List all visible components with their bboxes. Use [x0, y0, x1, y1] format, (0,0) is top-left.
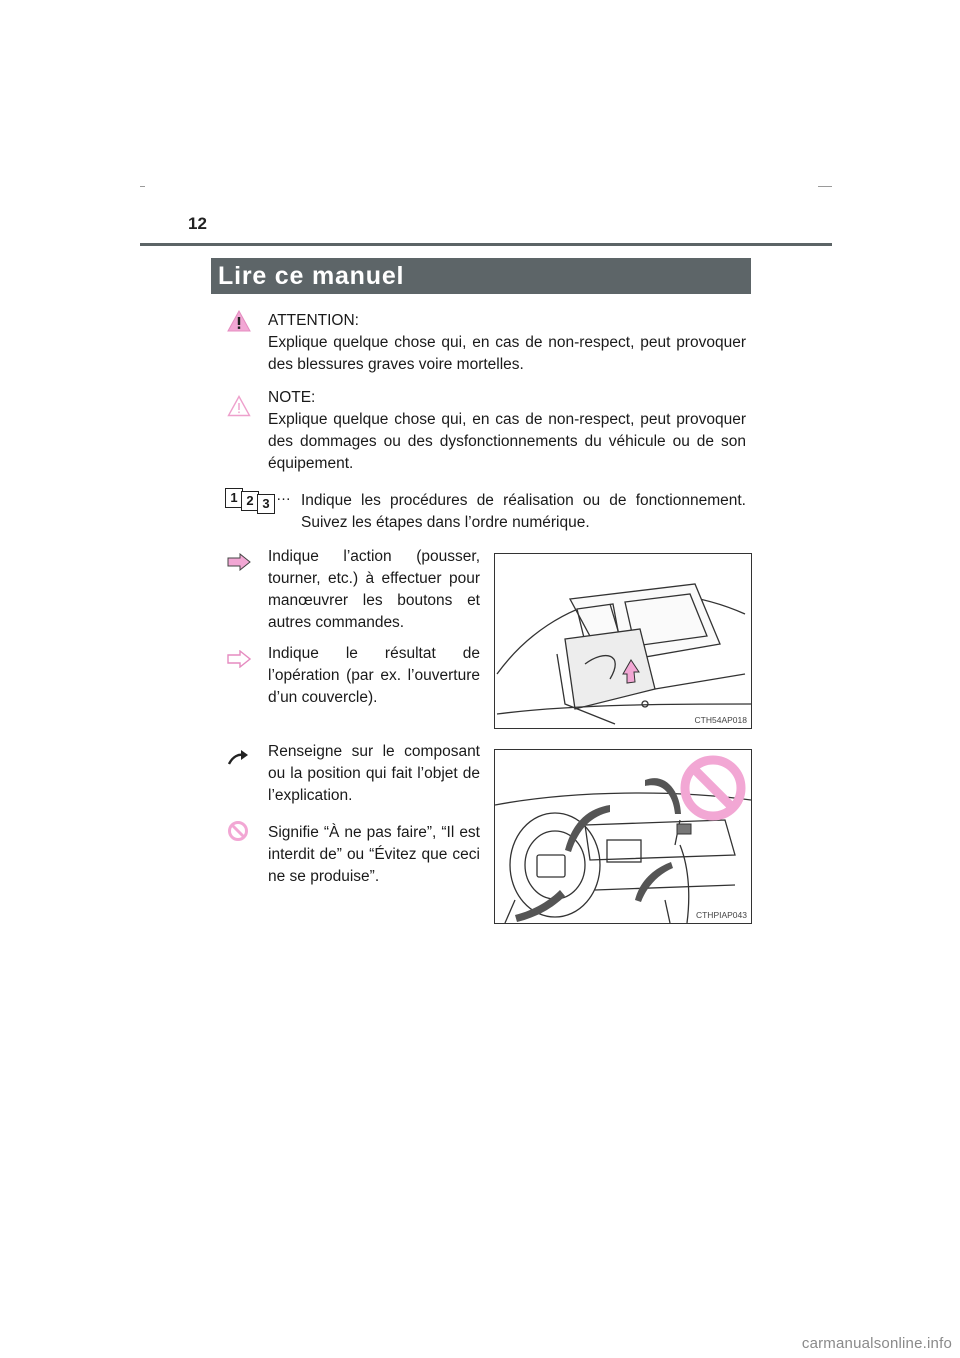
result-arrow-text: Indique le résultat de l’opération (par ex. l’ouverture d’un couvercle). — [268, 645, 480, 706]
dashboard-illustration — [495, 750, 751, 923]
figure-dashboard — [494, 749, 752, 924]
warning-triangle-icon — [227, 310, 251, 332]
figure2-code: CTHPIAP043 — [695, 910, 747, 920]
section-title: Lire ce manuel — [211, 258, 751, 294]
step-badge-3: 3 — [257, 494, 275, 514]
outline-arrow-icon — [227, 650, 251, 668]
notice-text: Explique quelque chose qui, en cas de non-respect, peut provoquer des dommages ou des dysfonctionnements du véhicule ou de son équipement. — [268, 411, 746, 472]
crop-mark-right — [818, 186, 832, 187]
warning-label: ATTENTION: — [268, 312, 359, 329]
warning-block — [268, 310, 746, 376]
step-badge-1: 1 — [225, 488, 243, 508]
step-badge-2: 2 — [241, 491, 259, 511]
figure1-code: CTH54AP018 — [694, 715, 747, 725]
action-arrow-text: Indique l’action (pousser, tourner, etc.) à effectuer pour manœuvrer les boutons et autres commandes. — [268, 548, 480, 631]
notice-triangle-icon — [227, 395, 251, 417]
notice-label: NOTE: — [268, 389, 316, 406]
header-rule — [140, 243, 832, 246]
step-number-badges — [225, 488, 277, 514]
prohibited-icon — [227, 820, 249, 842]
steps-ellipsis: … — [276, 487, 291, 504]
page-number: 12 — [188, 214, 207, 233]
curved-arrow-icon — [227, 748, 249, 766]
prohibited-text: Signifie “À ne pas faire”, “Il est interdit de” ou “Évitez que ceci ne se produise”. — [268, 824, 480, 885]
warning-text: Explique quelque chose qui, en cas de non-respect, peut provoquer des blessures graves voire mortelles. — [268, 334, 746, 373]
steps-text: Indique les procédures de réalisation ou de fonctionnement. Suivez les étapes dans l’ordre numérique. — [301, 492, 746, 531]
watermark: carmanualsonline.info — [801, 1335, 952, 1352]
crop-mark-left — [140, 186, 145, 187]
component-arrow-text: Renseigne sur le composant ou la position qui fait l’objet de l’explication. — [268, 743, 480, 804]
figure-overhead-console — [494, 553, 752, 729]
notice-block — [268, 387, 746, 475]
pink-arrow-icon — [227, 553, 251, 571]
overhead-console-illustration — [495, 554, 751, 728]
